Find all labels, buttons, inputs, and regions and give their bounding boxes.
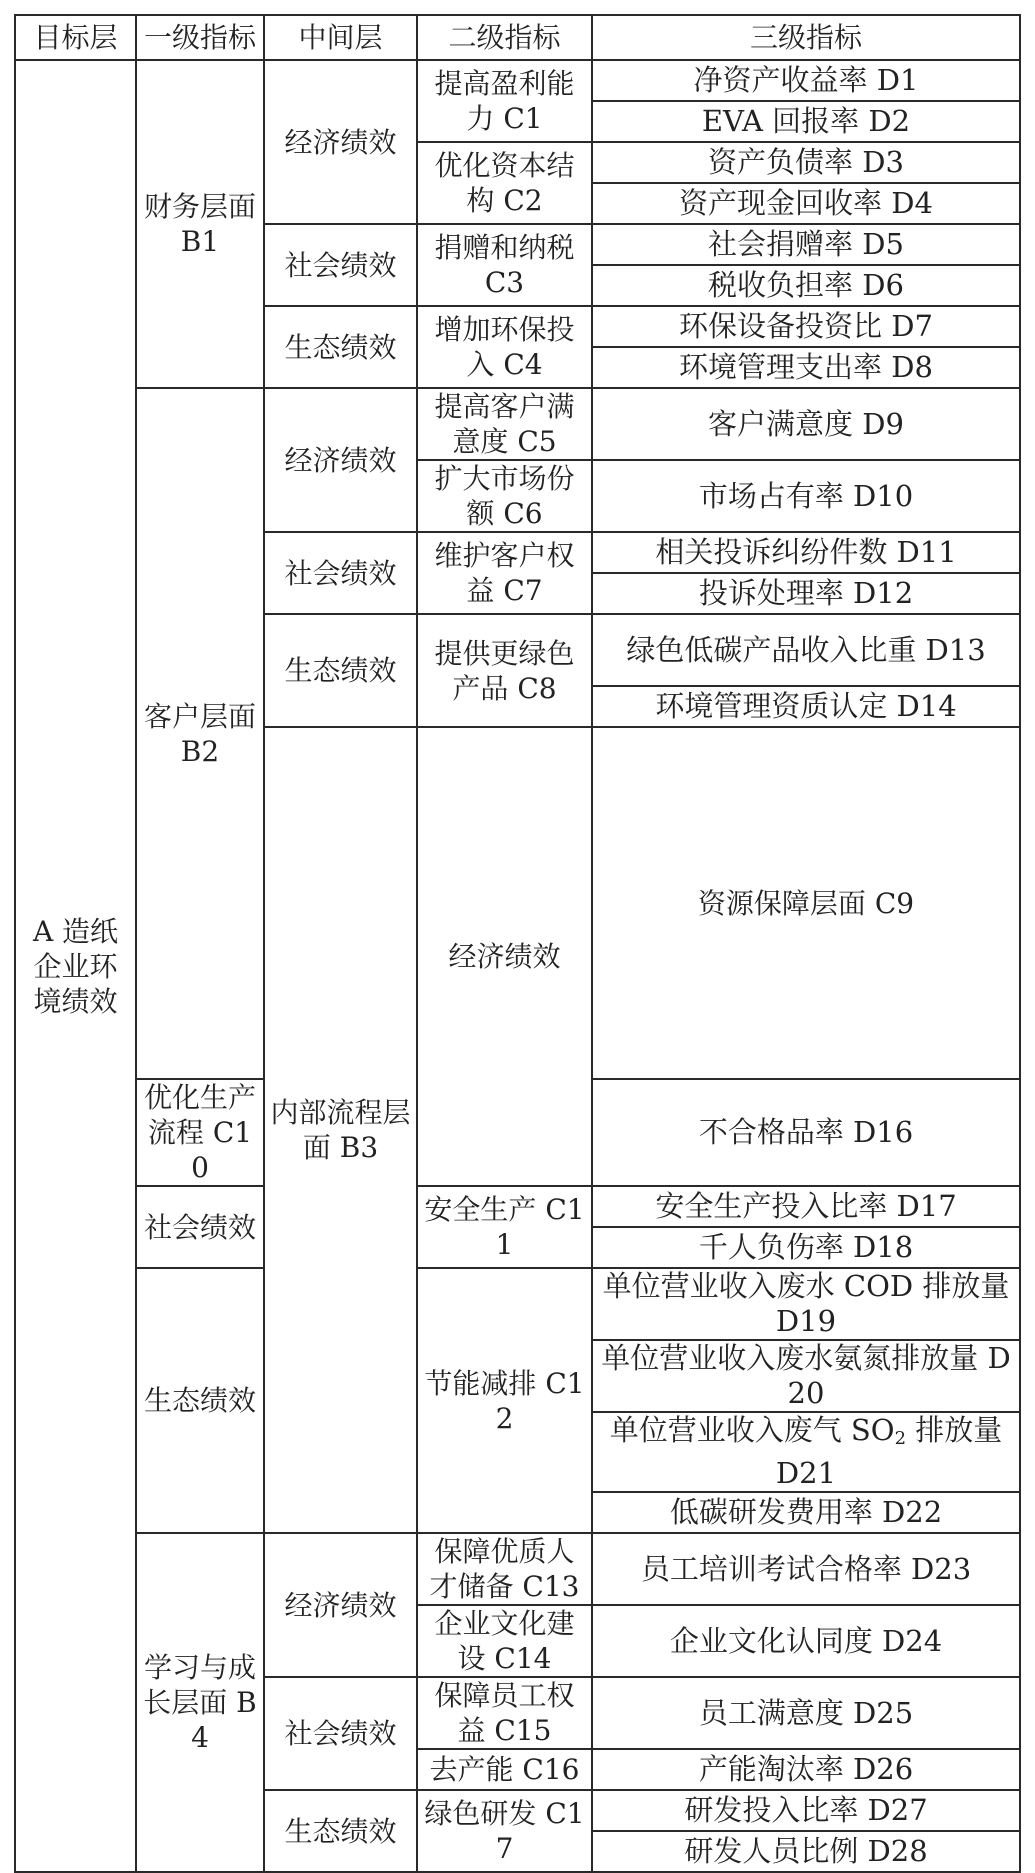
d18-cell: 千人负伤率 D18 (592, 1227, 1020, 1268)
c6-cell: 扩大市场份额 C6 (417, 460, 592, 532)
d3-cell: 资产负债率 D3 (592, 142, 1020, 183)
b4-econ: 经济绩效 (264, 1533, 417, 1677)
c13-cell: 保障优质人才储备 C13 (417, 1533, 592, 1605)
d5-cell: 社会捐赠率 D5 (592, 224, 1020, 265)
b4-cell: 学习与成长层面 B4 (136, 1533, 264, 1872)
d20-cell: 单位营业收入废水氨氮排放量 D20 (592, 1340, 1020, 1412)
d16-cell: 不合格品率 D16 (592, 1079, 1020, 1186)
d22-cell: 低碳研发费用率 D22 (592, 1492, 1020, 1533)
indicator-table (14, 14, 1021, 1873)
header-level1: 一级指标 (136, 15, 264, 60)
c16-cell: 去产能 C16 (417, 1749, 592, 1790)
d21-cell (592, 1412, 1020, 1492)
d28-cell: 研发人员比例 D28 (592, 1831, 1020, 1872)
b3-eco: 生态绩效 (136, 1268, 264, 1533)
d27-cell: 研发投入比率 D27 (592, 1790, 1020, 1831)
d14-cell: 环境管理资质认定 D14 (592, 686, 1020, 727)
d26-cell: 产能淘汰率 D26 (592, 1749, 1020, 1790)
b2-econ: 经济绩效 (264, 388, 417, 532)
c14-cell: 企业文化建设 C14 (417, 1605, 592, 1677)
d2-cell: EVA 回报率 D2 (592, 101, 1020, 142)
d17-cell: 安全生产投入比率 D17 (592, 1186, 1020, 1227)
d21-subscript: 2 (894, 1428, 907, 1449)
header-middle: 中间层 (264, 15, 417, 60)
b1-cell: 财务层面 B1 (136, 60, 264, 388)
b3-soc: 社会绩效 (136, 1186, 264, 1268)
d23-cell: 员工培训考试合格率 D23 (592, 1533, 1020, 1605)
d21-text-pre: 单位营业收入废气 SO (609, 1413, 895, 1447)
d24-cell: 企业文化认同度 D24 (592, 1605, 1020, 1677)
b1-soc: 社会绩效 (264, 224, 417, 306)
b4-eco: 生态绩效 (264, 1790, 417, 1872)
d21-text-post: 排放量 D21 (775, 1413, 1003, 1490)
c17-cell: 绿色研发 C17 (417, 1790, 592, 1872)
d25-cell: 员工满意度 D25 (592, 1677, 1020, 1749)
target-cell: A 造纸企业环境绩效 (15, 60, 136, 1872)
c1-cell: 提高盈利能力 C1 (417, 60, 592, 142)
b3-cell: 内部流程层面 B3 (264, 727, 417, 1533)
b1-eco: 生态绩效 (264, 306, 417, 388)
c2-cell: 优化资本结构 C2 (417, 142, 592, 224)
c5-cell: 提高客户满意度 C5 (417, 388, 592, 460)
header-level2: 二级指标 (417, 15, 592, 60)
d7-cell: 环保设备投资比 D7 (592, 306, 1020, 347)
b2-cell: 客户层面 B2 (136, 388, 264, 1079)
c15-cell: 保障员工权益 C15 (417, 1677, 592, 1749)
header-target: 目标层 (15, 15, 136, 60)
d9-cell: 客户满意度 D9 (592, 388, 1020, 460)
d19-cell: 单位营业收入废水 COD 排放量 D19 (592, 1268, 1020, 1340)
c9-cell: 资源保障层面 C9 (592, 727, 1020, 1079)
c3-cell: 捐赠和纳税 C3 (417, 224, 592, 306)
header-row (15, 15, 1020, 60)
d1-cell: 净资产收益率 D1 (592, 60, 1020, 101)
b2-eco: 生态绩效 (264, 614, 417, 727)
d12-cell: 投诉处理率 D12 (592, 573, 1020, 614)
c7-cell: 维护客户权益 C7 (417, 532, 592, 614)
b2-soc: 社会绩效 (264, 532, 417, 614)
d10-cell: 市场占有率 D10 (592, 460, 1020, 532)
d13-cell: 绿色低碳产品收入比重 D13 (592, 614, 1020, 686)
c11-cell: 安全生产 C11 (417, 1186, 592, 1268)
c4-cell: 增加环保投入 C4 (417, 306, 592, 388)
d6-cell: 税收负担率 D6 (592, 265, 1020, 306)
d8-cell: 环境管理支出率 D8 (592, 347, 1020, 388)
d4-cell: 资产现金回收率 D4 (592, 183, 1020, 224)
d11-cell: 相关投诉纠纷件数 D11 (592, 532, 1020, 573)
c12-cell: 节能减排 C12 (417, 1268, 592, 1533)
b1-econ: 经济绩效 (264, 60, 417, 224)
b3-econ: 经济绩效 (417, 727, 592, 1186)
c8-cell: 提供更绿色产品 C8 (417, 614, 592, 727)
b4-soc: 社会绩效 (264, 1677, 417, 1790)
c10-cell: 优化生产流程 C10 (136, 1079, 264, 1186)
header-level3: 三级指标 (592, 15, 1020, 60)
